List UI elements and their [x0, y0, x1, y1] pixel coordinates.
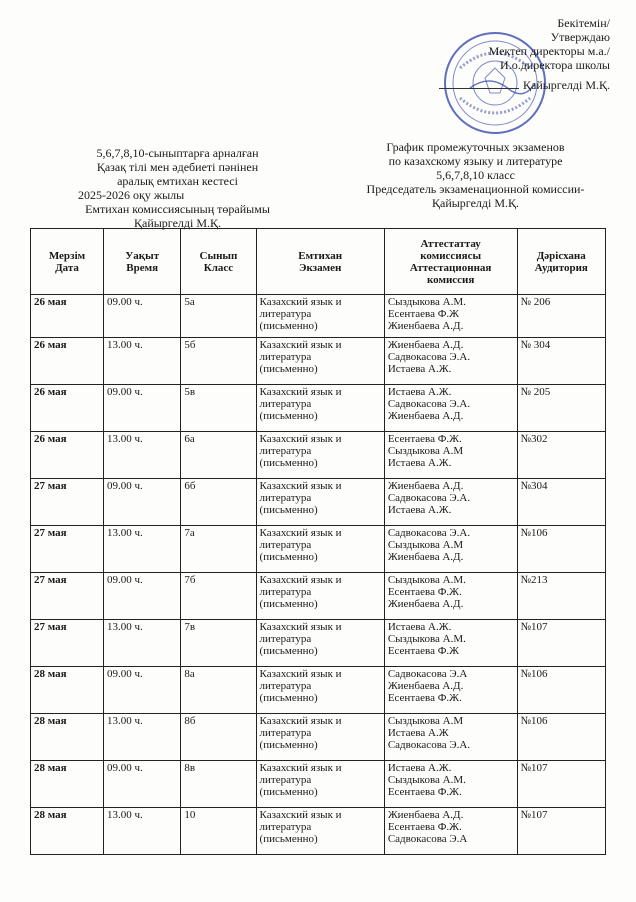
header-ru-line: 5,6,7,8,10 класс — [436, 168, 515, 182]
cell-time: 13.00 ч. — [103, 526, 180, 573]
cell-room: №107 — [517, 620, 606, 667]
cell-exam — [256, 479, 384, 526]
header-text: Емтихан — [298, 249, 343, 262]
cell-commission — [384, 761, 517, 808]
cell-exam-line: литература — [259, 308, 312, 320]
cell-room: № 205 — [517, 385, 606, 432]
cell-commission-line: Садвокасова Э.А. — [387, 351, 471, 363]
cell-date: 28 мая — [31, 714, 104, 761]
header-text: Класс — [203, 261, 234, 274]
approval-line: Мектеп директоры м.а./ — [488, 44, 610, 58]
cell-commission-line: Садвокасова Э.А. — [387, 398, 471, 410]
cell-exam-line: литература — [259, 586, 312, 598]
cell-commission-line: Жиенбаева А.Д. — [387, 480, 464, 492]
cell-exam — [256, 667, 384, 714]
cell-exam-line: (письменно) — [259, 598, 318, 610]
cell-time: 09.00 ч. — [103, 573, 180, 620]
cell-time: 09.00 ч. — [103, 667, 180, 714]
cell-commission-line: Сыздыкова А.М. — [387, 296, 466, 308]
cell-time: 09.00 ч. — [103, 761, 180, 808]
header-text: комиссия — [426, 273, 475, 286]
header-text: Аудитория — [534, 261, 588, 274]
header-text: Дәрісхана — [536, 249, 586, 262]
cell-commission-line: Жиенбаева А.Д. — [387, 598, 464, 610]
cell-commission-line: Сыздыкова А.М. — [387, 774, 466, 786]
cell-room: № 206 — [517, 295, 606, 338]
table-row — [31, 714, 606, 761]
cell-exam-line: Казахский язык и — [259, 621, 342, 633]
cell-exam-line: (письменно) — [259, 320, 318, 332]
cell-class: 7а — [181, 526, 256, 573]
cell-exam-line: Казахский язык и — [259, 527, 342, 539]
cell-commission-line: Жиенбаева А.Д. — [387, 410, 464, 422]
header-text: Уақыт — [125, 249, 160, 262]
approval-line: Бекітемін/ — [557, 16, 610, 30]
table-row — [31, 338, 606, 385]
cell-commission-line: Жиенбаева А.Д. — [387, 320, 464, 332]
cell-exam-line: литература — [259, 821, 312, 833]
cell-exam-line: литература — [259, 351, 312, 363]
header-ru-line: Қайыргелді М.Қ. — [431, 196, 519, 210]
cell-time: 09.00 ч. — [103, 295, 180, 338]
header-kz-line: 5,6,7,8,10-сыныптарға арналған — [96, 146, 259, 160]
cell-date: 27 мая — [31, 479, 104, 526]
cell-exam-line: (письменно) — [259, 645, 318, 657]
table-row — [31, 432, 606, 479]
cell-commission — [384, 526, 517, 573]
header-text: Дата — [55, 261, 79, 274]
cell-date: 27 мая — [31, 526, 104, 573]
cell-exam-line: Казахский язык и — [259, 339, 342, 351]
cell-exam-line: (письменно) — [259, 786, 318, 798]
cell-room: №106 — [517, 714, 606, 761]
cell-exam-line: (письменно) — [259, 692, 318, 704]
cell-date: 27 мая — [31, 620, 104, 667]
cell-exam-line: Казахский язык и — [259, 480, 342, 492]
cell-commission-line: Есентаева Ф.Ж — [387, 308, 460, 320]
header-text: Время — [126, 261, 159, 274]
cell-room: №107 — [517, 808, 606, 855]
cell-exam-line: (письменно) — [259, 410, 318, 422]
cell-commission-line: Истаева А.Ж. — [387, 621, 452, 633]
cell-date: 26 мая — [31, 385, 104, 432]
cell-commission — [384, 295, 517, 338]
cell-exam-line: (письменно) — [259, 363, 318, 375]
cell-commission — [384, 338, 517, 385]
cell-time: 09.00 ч. — [103, 385, 180, 432]
cell-commission — [384, 385, 517, 432]
cell-exam — [256, 761, 384, 808]
cell-date: 28 мая — [31, 667, 104, 714]
cell-exam — [256, 808, 384, 855]
cell-class: 7б — [181, 573, 256, 620]
cell-exam-line: Казахский язык и — [259, 574, 342, 586]
cell-commission-line: Есентаева Ф.Ж. — [387, 586, 462, 598]
header-exam — [256, 229, 384, 295]
cell-exam-line: (письменно) — [259, 833, 318, 845]
header-commission — [384, 229, 517, 295]
table-row — [31, 385, 606, 432]
cell-class: 10 — [181, 808, 256, 855]
approval-line: И.о.директора школы — [500, 58, 610, 72]
table-row — [31, 479, 606, 526]
header-kz-line: Қайыргелді М.Қ. — [133, 216, 221, 230]
header-text: Экзамен — [299, 261, 342, 274]
approval-line: Утверждаю — [550, 30, 610, 44]
cell-commission — [384, 479, 517, 526]
cell-commission-line: Садвокасова Э.А — [387, 833, 468, 845]
cell-class: 7в — [181, 620, 256, 667]
cell-room: №304 — [517, 479, 606, 526]
cell-room: №106 — [517, 667, 606, 714]
cell-exam-line: (письменно) — [259, 551, 318, 563]
table-row — [31, 620, 606, 667]
cell-exam-line: литература — [259, 727, 312, 739]
cell-class: 8в — [181, 761, 256, 808]
cell-exam-line: (письменно) — [259, 457, 318, 469]
cell-commission-line: Есентаева Ф.Ж. — [387, 692, 462, 704]
cell-class: 8а — [181, 667, 256, 714]
cell-commission-line: Есентаева Ф.Ж — [387, 645, 460, 657]
table-row — [31, 808, 606, 855]
cell-commission-line: Есентаева Ф.Ж. — [387, 821, 462, 833]
table-header-row — [31, 229, 606, 295]
header-text: Аттестационная — [409, 261, 492, 274]
header-ru-line: Председатель экзаменационной комиссии- — [366, 182, 585, 196]
cell-commission-line: Истаева А.Ж. — [387, 504, 452, 516]
cell-commission-line: Садвокасова Э.А — [387, 668, 468, 680]
cell-exam — [256, 338, 384, 385]
cell-exam-line: (письменно) — [259, 504, 318, 516]
cell-date: 28 мая — [31, 808, 104, 855]
cell-exam-line: Казахский язык и — [259, 668, 342, 680]
table-row — [31, 573, 606, 620]
header-class — [181, 229, 256, 295]
director-name: Қайыргелді М.Қ. — [522, 78, 610, 92]
cell-exam-line: литература — [259, 539, 312, 551]
cell-date: 26 мая — [31, 338, 104, 385]
header-text: Аттестаттау — [420, 237, 481, 250]
cell-commission-line: Жиенбаева А.Д. — [387, 339, 464, 351]
cell-exam — [256, 432, 384, 479]
cell-class: 5в — [181, 385, 256, 432]
header-ru-line: по казахскому языку и литературе — [388, 154, 563, 168]
cell-commission-line: Жиенбаева А.Д. — [387, 809, 464, 821]
cell-exam-line: литература — [259, 774, 312, 786]
header-kz-line: Қазақ тілі мен әдебиеті пәнінен — [96, 160, 259, 174]
cell-exam — [256, 385, 384, 432]
cell-commission-line: Садвокасова Э.А. — [387, 492, 471, 504]
cell-exam-line: Казахский язык и — [259, 386, 342, 398]
cell-time: 09.00 ч. — [103, 479, 180, 526]
header-kz-line: Емтихан комиссиясының төрайымы — [85, 202, 270, 216]
cell-commission — [384, 573, 517, 620]
cell-commission-line: Садвокасова Э.А. — [387, 527, 471, 539]
cell-exam-line: литература — [259, 492, 312, 504]
cell-commission-line: Сыздыкова А.М. — [387, 574, 466, 586]
cell-exam — [256, 714, 384, 761]
cell-commission-line: Сыздыкова А.М — [387, 445, 464, 457]
cell-exam — [256, 573, 384, 620]
cell-time: 13.00 ч. — [103, 432, 180, 479]
cell-commission-line: Жиенбаева А.Д. — [387, 551, 464, 563]
cell-exam-line: литература — [259, 633, 312, 645]
table-row — [31, 667, 606, 714]
cell-commission-line: Есентаева Ф.Ж. — [387, 786, 462, 798]
cell-commission-line: Жиенбаева А.Д. — [387, 680, 464, 692]
cell-class: 5б — [181, 338, 256, 385]
cell-commission-line: Сыздыкова А.М — [387, 715, 464, 727]
header-kz-line: аралық емтихан кестесі — [117, 174, 238, 188]
header-russian — [338, 140, 613, 210]
cell-time: 13.00 ч. — [103, 620, 180, 667]
cell-commission-line: Есентаева Ф.Ж. — [387, 433, 462, 445]
cell-commission-line: Истаева А.Ж. — [387, 386, 452, 398]
cell-exam — [256, 620, 384, 667]
signature-line — [439, 88, 519, 89]
table-body — [31, 295, 606, 855]
header-room — [517, 229, 606, 295]
cell-date: 28 мая — [31, 761, 104, 808]
cell-room: №302 — [517, 432, 606, 479]
cell-commission-line: Садвокасова Э.А. — [387, 739, 471, 751]
cell-room: № 304 — [517, 338, 606, 385]
cell-commission-line: Истаева А.Ж. — [387, 363, 452, 375]
cell-class: 6а — [181, 432, 256, 479]
header-text: Сынып — [199, 249, 238, 262]
exam-schedule-table — [30, 228, 606, 855]
cell-time: 13.00 ч. — [103, 714, 180, 761]
cell-exam — [256, 295, 384, 338]
cell-room: №213 — [517, 573, 606, 620]
approval-block — [439, 16, 610, 92]
cell-commission-line: Сыздыкова А.М. — [387, 633, 466, 645]
cell-exam-line: литература — [259, 398, 312, 410]
header-date — [31, 229, 104, 295]
cell-date: 26 мая — [31, 295, 104, 338]
cell-time: 13.00 ч. — [103, 808, 180, 855]
table-row — [31, 295, 606, 338]
cell-exam-line: Казахский язык и — [259, 809, 342, 821]
cell-exam-line: Казахский язык и — [259, 762, 342, 774]
cell-commission — [384, 714, 517, 761]
cell-commission — [384, 432, 517, 479]
cell-commission — [384, 808, 517, 855]
cell-commission-line: Истаева А.Ж. — [387, 762, 452, 774]
cell-exam-line: Казахский язык и — [259, 715, 342, 727]
cell-class: 6б — [181, 479, 256, 526]
cell-commission — [384, 620, 517, 667]
cell-room: №106 — [517, 526, 606, 573]
cell-class: 8б — [181, 714, 256, 761]
cell-exam-line: литература — [259, 680, 312, 692]
header-ru-line: График промежуточных экзаменов — [386, 140, 565, 154]
cell-commission-line: Сыздыкова А.М — [387, 539, 464, 551]
cell-exam-line: Казахский язык и — [259, 296, 342, 308]
cell-exam-line: (письменно) — [259, 739, 318, 751]
cell-exam — [256, 526, 384, 573]
cell-room: №107 — [517, 761, 606, 808]
table-row — [31, 761, 606, 808]
header-kazakh — [60, 146, 295, 230]
cell-exam-line: Казахский язык и — [259, 433, 342, 445]
cell-date: 27 мая — [31, 573, 104, 620]
header-time — [103, 229, 180, 295]
table-row — [31, 526, 606, 573]
cell-exam-line: литература — [259, 445, 312, 457]
cell-commission-line: Истаева А.Ж. — [387, 457, 452, 469]
header-text: Мерзім — [48, 249, 86, 262]
cell-class: 5а — [181, 295, 256, 338]
cell-time: 13.00 ч. — [103, 338, 180, 385]
header-text: комиссиясы — [420, 249, 482, 262]
cell-date: 26 мая — [31, 432, 104, 479]
header-kz-line: 2025-2026 оқу жылы — [78, 188, 185, 202]
cell-commission — [384, 667, 517, 714]
cell-commission-line: Истаева А.Ж — [387, 727, 449, 739]
